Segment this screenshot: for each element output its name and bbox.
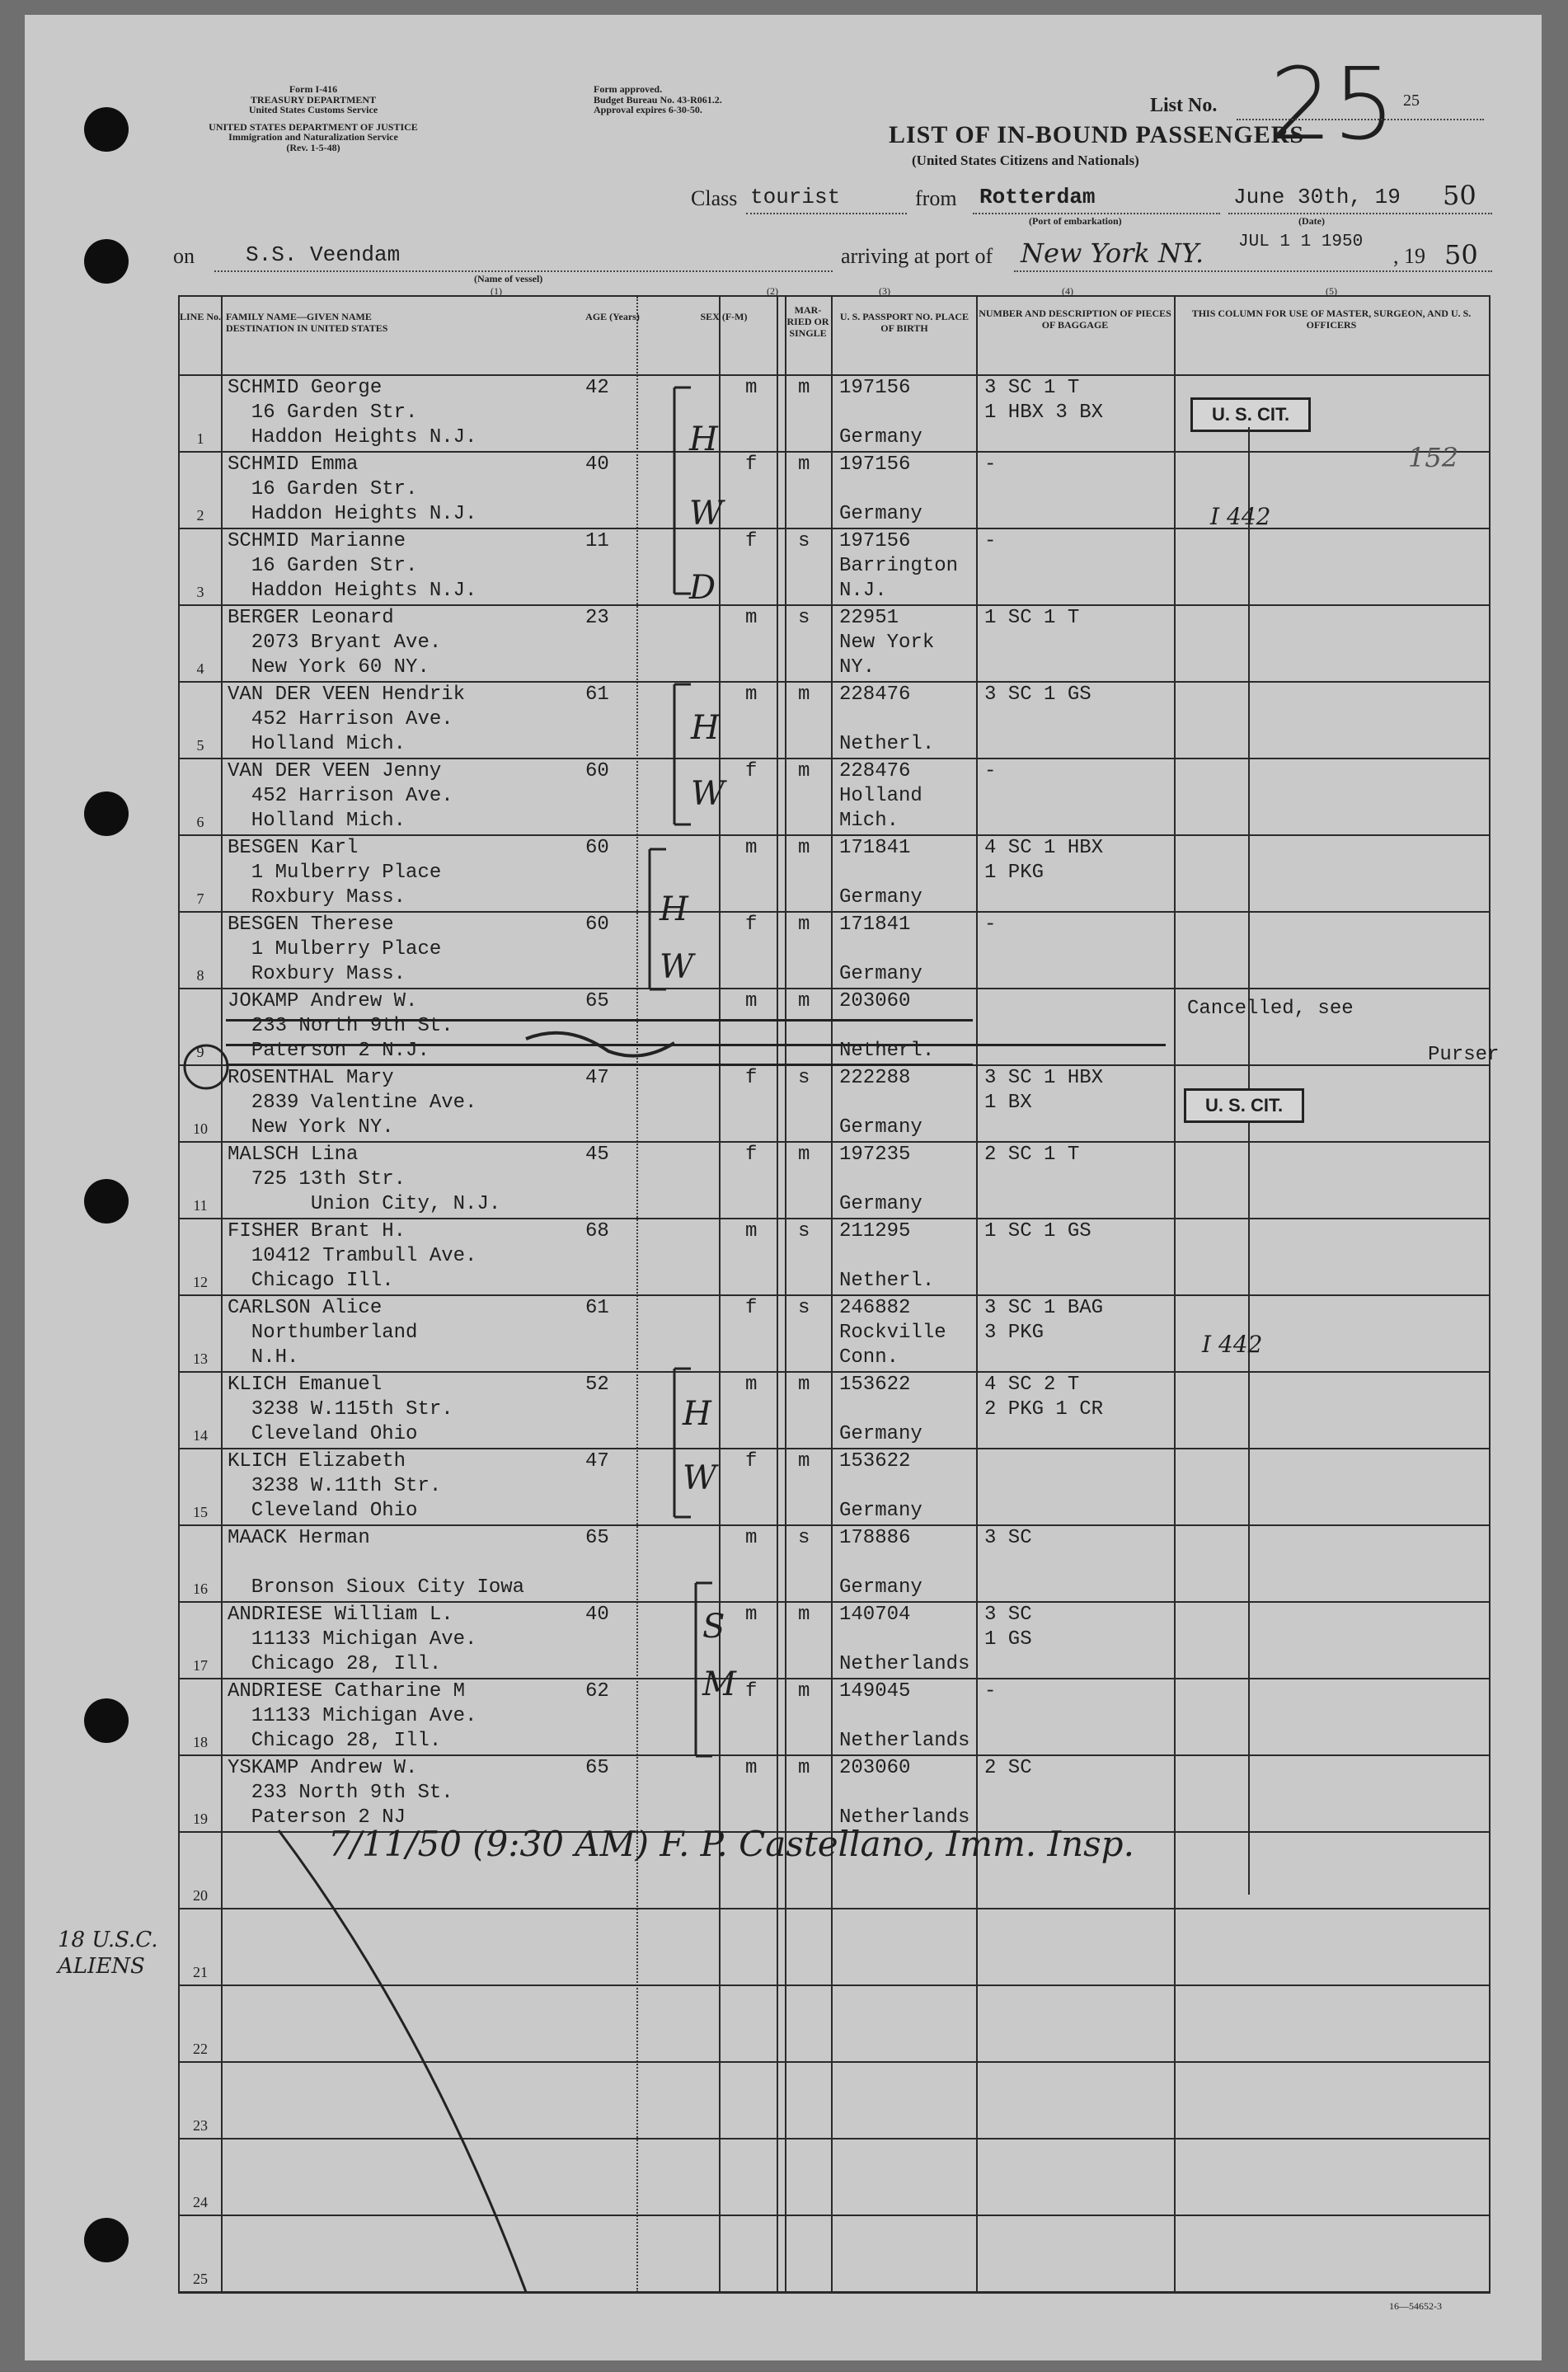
- passport-birthplace: 228476 Netherl.: [839, 683, 935, 755]
- passenger-name-destination: ANDRIESE William L. 11133 Michigan Ave. Chicago 28, Ill.: [228, 1604, 477, 1675]
- passenger-sex: f: [745, 1450, 758, 1473]
- family-mark: W: [660, 948, 694, 986]
- passport-birthplace: 171841 Germany: [839, 914, 922, 985]
- baggage-description: 3 SC 1 HBX 1 BX: [984, 1067, 1104, 1114]
- family-mark: W: [683, 1459, 717, 1497]
- inspector-signature: 7/11/50 (9:30 AM) F. P. Castellano, Imm. Insp.: [328, 1824, 1134, 1864]
- marital-status: m: [798, 683, 810, 706]
- baggage-description: -: [984, 453, 997, 476]
- baggage-description: -: [984, 530, 997, 552]
- line-number: 14: [193, 1427, 208, 1444]
- line-number: 24: [193, 2194, 208, 2210]
- class-value: tourist: [750, 185, 841, 209]
- passport-birthplace: 203060 Netherl.: [839, 990, 935, 1062]
- column-number: (2): [767, 285, 778, 297]
- passenger-name-destination: KLICH Elizabeth 3238 W.11th Str. Cleveland Ohio: [228, 1450, 442, 1522]
- punch-hole: [84, 239, 129, 284]
- line-number: 8: [196, 967, 204, 984]
- baggage-description: -: [984, 1680, 997, 1703]
- family-mark: W: [691, 775, 725, 813]
- inspector-mark: I 442: [1202, 1331, 1263, 1358]
- line-number: 25: [193, 2271, 208, 2287]
- baggage-description: -: [984, 760, 997, 782]
- passport-birthplace: 197156 Germany: [839, 453, 922, 525]
- line-number: 9: [196, 1044, 204, 1060]
- list-no-small: 25: [1403, 92, 1420, 110]
- vessel-name: S.S. Veendam: [246, 242, 401, 267]
- treasury-dept: TREASURY DEPARTMENT: [250, 93, 377, 106]
- marital-status: m: [798, 914, 810, 936]
- column-number: (4): [1062, 285, 1073, 297]
- passport-birthplace: 203060 Netherlands: [839, 1757, 970, 1829]
- form-number: Form I-416: [289, 83, 338, 95]
- passenger-age: 61: [585, 1297, 609, 1319]
- page-title: LIST OF IN-BOUND PASSENGERS: [889, 121, 1305, 148]
- date-caption: (Date): [1298, 215, 1325, 227]
- passport-birthplace: 140704 Netherlands: [839, 1604, 970, 1675]
- passport-birthplace: 197156 Barrington N.J.: [839, 530, 959, 602]
- marital-status: m: [798, 377, 810, 399]
- arriving-label: arriving at port of: [841, 244, 993, 268]
- passenger-name-destination: MAACK Herman Bronson Sioux City Iowa: [228, 1527, 525, 1599]
- baggage-description: 2 SC: [984, 1757, 1032, 1779]
- passenger-sex: f: [745, 1067, 758, 1089]
- approval-info: [594, 84, 722, 115]
- vessel-caption: (Name of vessel): [474, 273, 543, 284]
- passenger-name-destination: SCHMID Emma 16 Garden Str. Haddon Heights N.J.: [228, 453, 477, 525]
- passenger-age: 52: [585, 1374, 609, 1396]
- passport-birthplace: 149045 Netherlands: [839, 1680, 970, 1752]
- ins-service: Immigration and Naturalization Service: [228, 131, 398, 143]
- passenger-age: 65: [585, 1527, 609, 1549]
- line-number: 23: [193, 2117, 208, 2134]
- passport-birthplace: 22951 New York NY.: [839, 607, 935, 679]
- th-sex: SEX (F-M): [700, 311, 748, 322]
- purser-note: Purser: [1428, 1044, 1500, 1066]
- passenger-name-destination: SCHMID George 16 Garden Str. Haddon Heights N.J.: [228, 377, 477, 449]
- baggage-description: 4 SC 1 HBX 1 PKG: [984, 837, 1104, 884]
- date-line: [1228, 213, 1492, 214]
- customs-service: United States Customs Service: [248, 104, 378, 116]
- passenger-name-destination: SCHMID Marianne 16 Garden Str. Haddon Heights N.J.: [228, 530, 477, 602]
- baggage-description: 3 SC 1 GS: [984, 683, 1091, 706]
- line-number: 21: [193, 1964, 208, 1980]
- passenger-sex: m: [745, 1604, 758, 1626]
- column-number: (1): [491, 285, 502, 297]
- passenger-age: 47: [585, 1067, 609, 1089]
- passenger-age: 45: [585, 1144, 609, 1166]
- th-passport: U. S. PASSPORT NO. PLACE OF BIRTH: [839, 311, 969, 334]
- marital-status: s: [798, 1297, 810, 1319]
- passenger-sex: f: [745, 914, 758, 936]
- passport-birthplace: 178886 Germany: [839, 1527, 922, 1599]
- us-citizen-stamp: U. S. CIT.: [1184, 1088, 1304, 1123]
- marital-status: m: [798, 1144, 810, 1166]
- baggage-description: 1 SC 1 GS: [984, 1220, 1091, 1242]
- line-number: 2: [196, 507, 204, 524]
- passenger-name-destination: BESGEN Therese 1 Mulberry Place Roxbury Mass.: [228, 914, 442, 985]
- th-line-no: LINE No.: [180, 311, 222, 322]
- line-number: 11: [193, 1197, 208, 1214]
- baggage-description: 3 SC 1 BAG 3 PKG: [984, 1297, 1104, 1344]
- class-line: [746, 213, 907, 214]
- passenger-name-destination: ANDRIESE Catharine M 11133 Michigan Ave. Chicago 28, Ill.: [228, 1680, 477, 1752]
- passenger-name-destination: MALSCH Lina 725 13th Str. Union City, N.J.: [228, 1144, 501, 1215]
- passenger-age: 60: [585, 837, 609, 859]
- form-code: 16—54652-3: [1389, 2300, 1442, 2312]
- passport-birthplace: 228476 Holland Mich.: [839, 760, 922, 832]
- line-number: 7: [196, 890, 204, 907]
- punch-hole: [84, 791, 129, 836]
- family-mark: H: [689, 420, 718, 458]
- th-name: FAMILY NAME—GIVEN NAME DESTINATION IN UNITED STATES: [226, 311, 388, 334]
- family-mark: W: [689, 495, 724, 533]
- passenger-sex: m: [745, 1757, 758, 1779]
- passenger-sex: f: [745, 760, 758, 782]
- margin-note: ALIENS: [58, 1954, 145, 1979]
- punch-hole: [84, 107, 129, 152]
- line-number: 10: [193, 1120, 208, 1137]
- passenger-name-destination: CARLSON Alice Northumberland N.H.: [228, 1297, 418, 1369]
- manifest-page: [25, 15, 1542, 2360]
- line-number: 15: [193, 1504, 208, 1520]
- passenger-sex: f: [745, 1297, 758, 1319]
- passenger-name-destination: ROSENTHAL Mary 2839 Valentine Ave. New York NY.: [228, 1067, 477, 1139]
- approval-line: Form approved.: [594, 83, 663, 95]
- marital-status: m: [798, 453, 810, 476]
- passenger-age: 65: [585, 990, 609, 1012]
- list-no-label: List No.: [1150, 95, 1218, 116]
- baggage-description: 3 SC 1 T 1 HBX 3 BX: [984, 377, 1104, 424]
- revision: (Rev. 1-5-48): [286, 141, 340, 153]
- line-number: 19: [193, 1811, 208, 1827]
- line-number: 5: [196, 737, 204, 754]
- inspector-mark: I 442: [1210, 503, 1271, 530]
- mark-152: 152: [1408, 442, 1459, 473]
- passport-birthplace: 222288 Germany: [839, 1067, 922, 1139]
- baggage-description: 3 SC: [984, 1527, 1032, 1549]
- arrival-line: [1014, 270, 1492, 272]
- family-mark: S: [702, 1608, 725, 1646]
- baggage-description: 2 SC 1 T: [984, 1144, 1080, 1166]
- justice-dept: UNITED STATES DEPARTMENT OF JUSTICE: [209, 120, 418, 133]
- passenger-name-destination: YSKAMP Andrew W. 233 North 9th St. Paterson 2 NJ: [228, 1757, 453, 1829]
- line-number: 20: [193, 1887, 208, 1904]
- marital-status: m: [798, 990, 810, 1012]
- passenger-sex: f: [745, 1144, 758, 1166]
- family-mark: D: [689, 569, 716, 607]
- th-age: AGE (Years): [585, 311, 640, 322]
- marital-status: m: [798, 760, 810, 782]
- marital-status: m: [798, 1680, 810, 1703]
- passenger-age: 40: [585, 453, 609, 476]
- punch-hole: [84, 1698, 129, 1743]
- marital-status: m: [798, 1374, 810, 1396]
- passenger-sex: m: [745, 1527, 758, 1549]
- passenger-age: 40: [585, 1604, 609, 1626]
- cancelled-note: Cancelled, see: [1187, 998, 1354, 1020]
- th-married: MAR- RIED OR SINGLE: [786, 304, 829, 339]
- passport-birthplace: 153622 Germany: [839, 1450, 922, 1522]
- baggage-description: -: [984, 914, 997, 936]
- passport-birthplace: 197235 Germany: [839, 1144, 922, 1215]
- line-number: 18: [193, 1734, 208, 1750]
- baggage-description: 1 SC 1 T: [984, 607, 1080, 629]
- page-subtitle: (United States Citizens and Nationals): [912, 153, 1139, 168]
- line-number: 13: [193, 1350, 208, 1367]
- form-info: [173, 84, 453, 153]
- baggage-description: 4 SC 2 T 2 PKG 1 CR: [984, 1374, 1104, 1421]
- port-caption: (Port of embarkation): [1029, 215, 1122, 227]
- embark-year: 50: [1443, 180, 1476, 211]
- th-baggage: NUMBER AND DESCRIPTION OF PIECES OF BAGGAGE: [979, 308, 1171, 331]
- on-label: on: [173, 244, 195, 268]
- line-number: 6: [196, 814, 204, 830]
- passenger-name-destination: FISHER Brant H. 10412 Trambull Ave. Chicago Ill.: [228, 1220, 477, 1292]
- passport-birthplace: 197156 Germany: [839, 377, 922, 449]
- port-line: [973, 213, 1220, 214]
- baggage-description: 3 SC 1 GS: [984, 1604, 1032, 1651]
- line-number: 12: [193, 1274, 208, 1290]
- passenger-name-destination: JOKAMP Andrew W. 233 North 9th St. Paterson 2 N.J.: [228, 990, 453, 1062]
- passenger-age: 65: [585, 1757, 609, 1779]
- line-number: 17: [193, 1657, 208, 1674]
- th-officers: THIS COLUMN FOR USE OF MASTER, SURGEON, AND U. S. OFFICERS: [1191, 308, 1472, 331]
- marital-status: m: [798, 1757, 810, 1779]
- passenger-sex: m: [745, 1220, 758, 1242]
- line-number: 3: [196, 584, 204, 600]
- passenger-age: 11: [585, 530, 609, 552]
- passenger-age: 60: [585, 914, 609, 936]
- passenger-name-destination: BERGER Leonard 2073 Bryant Ave. New York 60 NY.: [228, 607, 442, 679]
- marital-status: m: [798, 1604, 810, 1626]
- passenger-sex: m: [745, 607, 758, 629]
- passport-birthplace: 171841 Germany: [839, 837, 922, 909]
- marital-status: s: [798, 1527, 810, 1549]
- marital-status: m: [798, 837, 810, 859]
- line-number: 16: [193, 1581, 208, 1597]
- passenger-age: 47: [585, 1450, 609, 1473]
- family-mark: M: [702, 1665, 736, 1703]
- passport-birthplace: 211295 Netherl.: [839, 1220, 935, 1292]
- approval-line: Approval expires 6-30-50.: [594, 104, 702, 116]
- passport-birthplace: 153622 Germany: [839, 1374, 922, 1445]
- passenger-sex: f: [745, 530, 758, 552]
- class-label: Class: [691, 186, 738, 210]
- passenger-sex: m: [745, 377, 758, 399]
- marital-status: s: [798, 607, 810, 629]
- passenger-name-destination: VAN DER VEEN Hendrik 452 Harrison Ave. Holland Mich.: [228, 683, 466, 755]
- passenger-name-destination: BESGEN Karl 1 Mulberry Place Roxbury Mass.: [228, 837, 442, 909]
- handwritten-strokes: [180, 297, 1489, 2292]
- arrival-year-prefix: , 19: [1393, 244, 1425, 268]
- embark-port: Rotterdam: [979, 185, 1096, 209]
- list-no-handwritten: 25: [1270, 48, 1396, 162]
- embark-date: June 30th, 19: [1233, 185, 1401, 209]
- passenger-age: 23: [585, 607, 609, 629]
- punch-hole: [84, 1179, 129, 1224]
- arrival-port: New York NY.: [1021, 237, 1204, 269]
- passenger-sex: m: [745, 837, 758, 859]
- margin-note: 18 U.S.C.: [58, 1928, 158, 1952]
- line-number: 22: [193, 2041, 208, 2057]
- family-mark: H: [660, 890, 688, 928]
- line-number: 4: [196, 660, 204, 677]
- passport-birthplace: 246882 Rockville Conn.: [839, 1297, 946, 1369]
- passenger-name-destination: VAN DER VEEN Jenny 452 Harrison Ave. Holland Mich.: [228, 760, 453, 832]
- marital-status: m: [798, 1450, 810, 1473]
- passenger-sex: m: [745, 683, 758, 706]
- column-number: (5): [1326, 285, 1337, 297]
- passenger-age: 60: [585, 760, 609, 782]
- passenger-age: 61: [585, 683, 609, 706]
- marital-status: s: [798, 1220, 810, 1242]
- family-mark: H: [683, 1395, 711, 1433]
- arrival-stamp-date: JUL 1 1 1950: [1238, 233, 1364, 251]
- approval-line: Budget Bureau No. 43-R061.2.: [594, 93, 722, 106]
- from-label: from: [915, 186, 957, 210]
- family-mark: H: [691, 709, 720, 747]
- passenger-table: [178, 295, 1500, 2294]
- arrival-year: 50: [1444, 239, 1478, 270]
- passenger-age: 42: [585, 377, 609, 399]
- passenger-name-destination: KLICH Emanuel 3238 W.115th Str. Cleveland Ohio: [228, 1374, 453, 1445]
- line-number: 1: [196, 430, 204, 447]
- passenger-sex: m: [745, 990, 758, 1012]
- vessel-line: [214, 270, 833, 272]
- marital-status: s: [798, 530, 810, 552]
- punch-hole: [84, 2218, 129, 2262]
- passenger-age: 62: [585, 1680, 609, 1703]
- passenger-sex: f: [745, 1680, 758, 1703]
- passenger-sex: m: [745, 1374, 758, 1396]
- passenger-sex: f: [745, 453, 758, 476]
- marital-status: s: [798, 1067, 810, 1089]
- list-no-line: [1237, 119, 1484, 120]
- passenger-age: 68: [585, 1220, 609, 1242]
- column-number: (3): [879, 285, 890, 297]
- us-citizen-stamp: U. S. CIT.: [1190, 397, 1311, 432]
